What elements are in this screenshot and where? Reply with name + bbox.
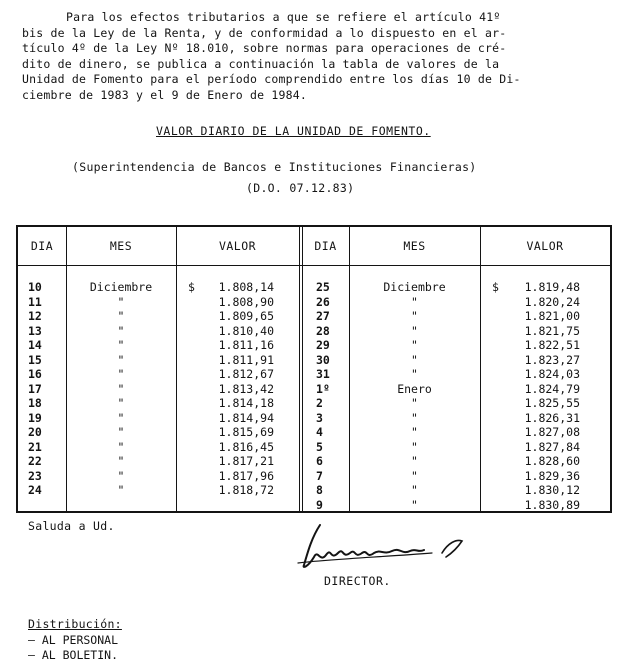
distribution-item: — AL PERSONAL [28, 633, 119, 647]
value-cell: 1.810,40 [218, 323, 274, 338]
value-cell: 1.812,67 [218, 367, 274, 381]
intro-paragraph [22, 10, 618, 103]
day-cell: 16 [28, 367, 42, 381]
signatory-title: DIRECTOR. [324, 574, 391, 588]
day-cell: 7 [316, 468, 323, 483]
month-cell: " [411, 468, 418, 483]
value-cell: 1.808,14 [218, 280, 274, 294]
value-cell: 1.811,91 [218, 352, 274, 367]
document-title: VALOR DIARIO DE LA UNIDAD DE FOMENTO. [156, 124, 431, 138]
distribution-list [28, 633, 118, 663]
value-cell: 1.830,12 [524, 483, 580, 497]
month-cell: " [411, 352, 418, 367]
day-cell: 26 [316, 294, 330, 309]
day-cell: 2 [316, 396, 323, 410]
day-cell: 9 [316, 497, 323, 512]
document-subtitle: (Superintendencia de Bancos e Instituciones Financieras) [72, 160, 477, 174]
day-cell: 13 [28, 323, 42, 338]
value-cell: 1.818,72 [218, 483, 274, 497]
day-cell: 14 [28, 338, 42, 352]
left-day-column [28, 280, 42, 498]
value-cell: 1.816,45 [218, 439, 274, 454]
header-valor: VALOR [526, 239, 564, 253]
day-cell: 30 [316, 352, 330, 367]
intro-line: Unidad de Fomento para el período comprendido entre los días 10 de Di- [22, 72, 521, 86]
day-cell: 1º [316, 381, 330, 396]
day-cell: 28 [316, 323, 330, 338]
value-cell: 1.828,60 [524, 454, 580, 468]
day-cell: 17 [28, 381, 42, 396]
value-cell: 1.814,94 [218, 410, 274, 425]
day-cell: 15 [28, 352, 42, 367]
month-cell: Diciembre [89, 280, 153, 294]
left-value-column [204, 280, 274, 498]
value-cell: 1.813,42 [218, 381, 274, 396]
intro-line: ciembre de 1983 y el 9 de Enero de 1984. [22, 87, 307, 102]
month-cell: " [411, 497, 418, 512]
value-cell: 1.821,00 [524, 309, 580, 323]
header-dia: DIA [314, 239, 337, 253]
month-cell: " [117, 352, 125, 367]
month-cell: " [117, 410, 125, 425]
day-cell: 25 [316, 280, 330, 294]
month-cell: " [117, 396, 125, 410]
month-cell: " [117, 439, 125, 454]
value-cell: 1.811,16 [218, 338, 274, 352]
distribution-title: Distribución: [28, 617, 122, 631]
intro-line: bis de la Ley de la Renta, y de conformidad a lo dispuesto en el ar- [22, 25, 507, 40]
value-cell: 1.825,55 [524, 396, 580, 410]
uf-values-table [16, 225, 612, 513]
month-cell: Enero [397, 381, 432, 396]
header-mes: MES [403, 239, 426, 253]
day-cell: 20 [28, 425, 42, 439]
header-valor: VALOR [218, 239, 257, 253]
column-divider [176, 227, 177, 511]
distribution-item: — AL BOLETIN. [28, 648, 119, 662]
signature-icon [292, 523, 472, 571]
day-cell: 27 [316, 309, 330, 323]
day-cell: 19 [28, 410, 42, 425]
month-cell: " [117, 425, 125, 439]
day-cell: 18 [28, 396, 42, 410]
month-cell: " [411, 410, 418, 425]
day-cell: 8 [316, 483, 323, 497]
day-cell: 29 [316, 338, 330, 352]
right-month-column [349, 280, 480, 512]
day-cell: 5 [316, 439, 323, 454]
day-cell: 4 [316, 425, 323, 439]
intro-line: dito de dinero, se publica a continuación la tabla de valores de la [22, 56, 500, 71]
right-currency-symbol: $ [492, 280, 499, 294]
month-cell: " [117, 367, 125, 381]
value-cell: 1.827,84 [524, 439, 580, 454]
value-cell: 1.820,24 [524, 294, 580, 309]
month-cell: " [411, 294, 418, 309]
value-cell: 1.824,79 [524, 381, 580, 396]
right-value-column [508, 280, 580, 512]
value-cell: 1.823,27 [524, 352, 580, 367]
day-cell: 6 [316, 454, 323, 468]
day-cell: 21 [28, 439, 42, 454]
day-cell: 24 [28, 483, 42, 497]
value-cell: 1.827,08 [524, 425, 580, 439]
month-cell: " [117, 381, 125, 396]
value-cell: 1.815,69 [218, 425, 274, 439]
header-dia: DIA [30, 239, 54, 253]
day-cell: 3 [316, 410, 323, 425]
month-cell: " [411, 323, 418, 338]
value-cell: 1.829,36 [524, 468, 580, 483]
day-cell: 11 [28, 294, 42, 309]
closing-text: Saluda a Ud. [28, 519, 115, 533]
column-divider [480, 227, 481, 511]
right-day-column [316, 280, 330, 512]
day-cell: 22 [28, 454, 42, 468]
value-cell: 1.821,75 [524, 323, 580, 338]
intro-line: tículo 4º de la Ley Nº 18.010, sobre normas para operaciones de cré- [22, 41, 507, 55]
header-mes: MES [109, 239, 133, 253]
value-cell: 1.830,89 [524, 497, 580, 512]
month-cell: " [117, 338, 125, 352]
month-cell: " [411, 396, 418, 410]
day-cell: 23 [28, 468, 42, 483]
month-cell: " [117, 294, 125, 309]
month-cell: " [411, 483, 418, 497]
month-cell: " [117, 454, 125, 468]
value-cell: 1.817,21 [218, 454, 274, 468]
header-divider [18, 265, 610, 266]
value-cell: 1.826,31 [524, 410, 580, 425]
month-cell: " [411, 439, 418, 454]
month-cell: Diciembre [383, 280, 446, 294]
intro-line: Para los efectos tributarios a que se refiere el artículo 41º [66, 10, 501, 24]
column-divider [299, 227, 300, 511]
month-cell: " [117, 468, 125, 483]
month-cell: " [411, 367, 418, 381]
left-month-column [66, 280, 176, 498]
left-currency-symbol: $ [188, 280, 195, 294]
month-cell: " [117, 309, 125, 323]
value-cell: 1.822,51 [524, 338, 580, 352]
day-cell: 10 [28, 280, 42, 294]
value-cell: 1.808,90 [218, 294, 274, 309]
value-cell: 1.814,18 [218, 396, 274, 410]
day-cell: 31 [316, 367, 330, 381]
value-cell: 1.819,48 [524, 280, 580, 294]
value-cell: 1.817,96 [218, 468, 274, 483]
value-cell: 1.824,03 [524, 367, 580, 381]
value-cell: 1.809,65 [218, 309, 274, 323]
month-cell: " [117, 483, 125, 497]
day-cell: 12 [28, 309, 42, 323]
month-cell: " [117, 323, 125, 338]
month-cell: " [411, 425, 418, 439]
month-cell: " [411, 338, 418, 352]
month-cell: " [411, 454, 418, 468]
month-cell: " [411, 309, 418, 323]
source-reference: (D.O. 07.12.83) [246, 181, 355, 195]
column-divider [302, 227, 303, 511]
